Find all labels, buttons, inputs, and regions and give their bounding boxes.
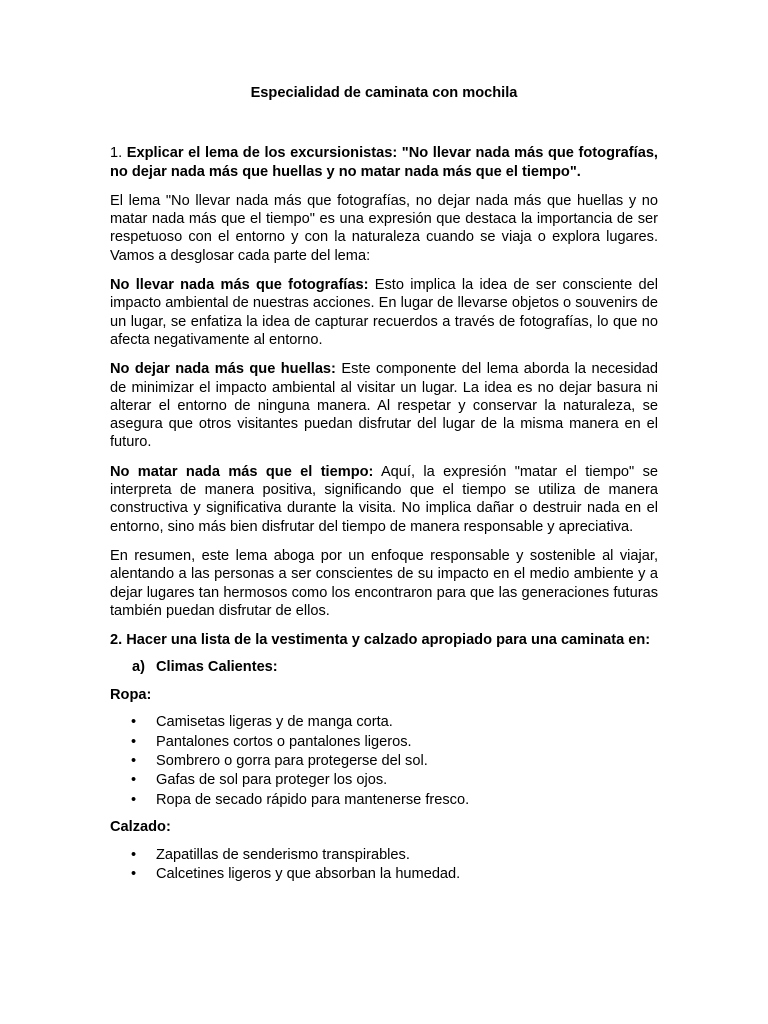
list-item: • Pantalones cortos o pantalones ligeros. bbox=[110, 733, 658, 751]
section-footprints bbox=[110, 360, 658, 451]
document-page bbox=[110, 84, 658, 892]
list-item: • Ropa de secado rápido para mantenerse fresco. bbox=[110, 791, 658, 809]
list-item: • Gafas de sol para proteger los ojos. bbox=[110, 771, 658, 789]
question-1 bbox=[110, 144, 658, 181]
subsection-title: Climas Calientes: bbox=[156, 659, 278, 676]
subsection-letter: a) bbox=[132, 659, 145, 676]
section-time bbox=[110, 463, 658, 536]
document-title: Especialidad de caminata con mochila bbox=[250, 85, 518, 101]
intro-paragraph: El lema "No llevar nada más que fotografías, no dejar nada más que huellas y no matar nada más que el tiempo" es una expresión que destaca la importancia de ser respetuoso con el entorno y con la naturaleza cuando se viaja o explora lugares. Vamos a desglosar cada parte del lema: bbox=[110, 192, 658, 264]
section-time-heading: No matar nada más que el tiempo: bbox=[110, 463, 374, 480]
section-footprints-text: Este componente del lema aborda la necesidad de minimizar el impacto ambiental al visitar un lugar. La idea es no dejar basura ni alterar el entorno de ninguna manera. Al respetar y conservar la naturaleza, se asegura que otros visitantes puedan disfrutar del lugar de la misma manera en el futuro. bbox=[110, 361, 658, 451]
section-time-text: Aquí, la expresión "matar el tiempo" se interpreta de manera positiva, significando que el tiempo se utiliza de manera constructiva y significativa durante la visita. No implica dañar o destruir nada en el entorno, sino más bien disfrutar del tiempo de manera responsable y apreciativa. bbox=[110, 463, 658, 535]
section-photos-text: Esto implica la idea de ser consciente del impacto ambiental de nuestras acciones. En lugar de llevarse objetos o souvenirs de un lugar, se enfatiza la idea de capturar recuerdos a través de fotografías, lo que no afecta negativamente al entorno. bbox=[110, 277, 658, 348]
footwear-list bbox=[110, 846, 658, 884]
question-2: 2. Hacer una lista de la vestimenta y calzado apropiado para una caminata en: bbox=[110, 632, 651, 649]
list-item: • Zapatillas de senderismo transpirables. bbox=[110, 846, 658, 864]
section-photos-heading: No llevar nada más que fotografías: bbox=[110, 277, 369, 294]
section-footprints-heading: No dejar nada más que huellas: bbox=[110, 361, 336, 378]
list-item: • Camisetas ligeras y de manga corta. bbox=[110, 713, 658, 731]
clothing-list bbox=[110, 713, 658, 809]
footwear-label: Calzado: bbox=[110, 819, 171, 836]
subsection-hot-climates bbox=[110, 658, 658, 676]
summary-paragraph: En resumen, este lema aboga por un enfoque responsable y sostenible al viajar, alentando a las personas a ser conscientes de su impacto en el medio ambiente y a dejar lugares tan hermosos como los encontraron para que las generaciones futuras también puedan disfrutar de ellos. bbox=[110, 547, 658, 619]
question-1-number: 1. bbox=[110, 145, 123, 162]
list-item: • Calcetines ligeros y que absorban la humedad. bbox=[110, 865, 658, 883]
question-1-text: Explicar el lema de los excursionistas: "No llevar nada más que fotografías, no dejar nada más que huellas y no matar nada más que el tiempo". bbox=[110, 145, 658, 180]
clothing-label: Ropa: bbox=[110, 686, 152, 703]
section-photos bbox=[110, 276, 658, 349]
list-item: • Sombrero o gorra para protegerse del sol. bbox=[110, 752, 658, 770]
